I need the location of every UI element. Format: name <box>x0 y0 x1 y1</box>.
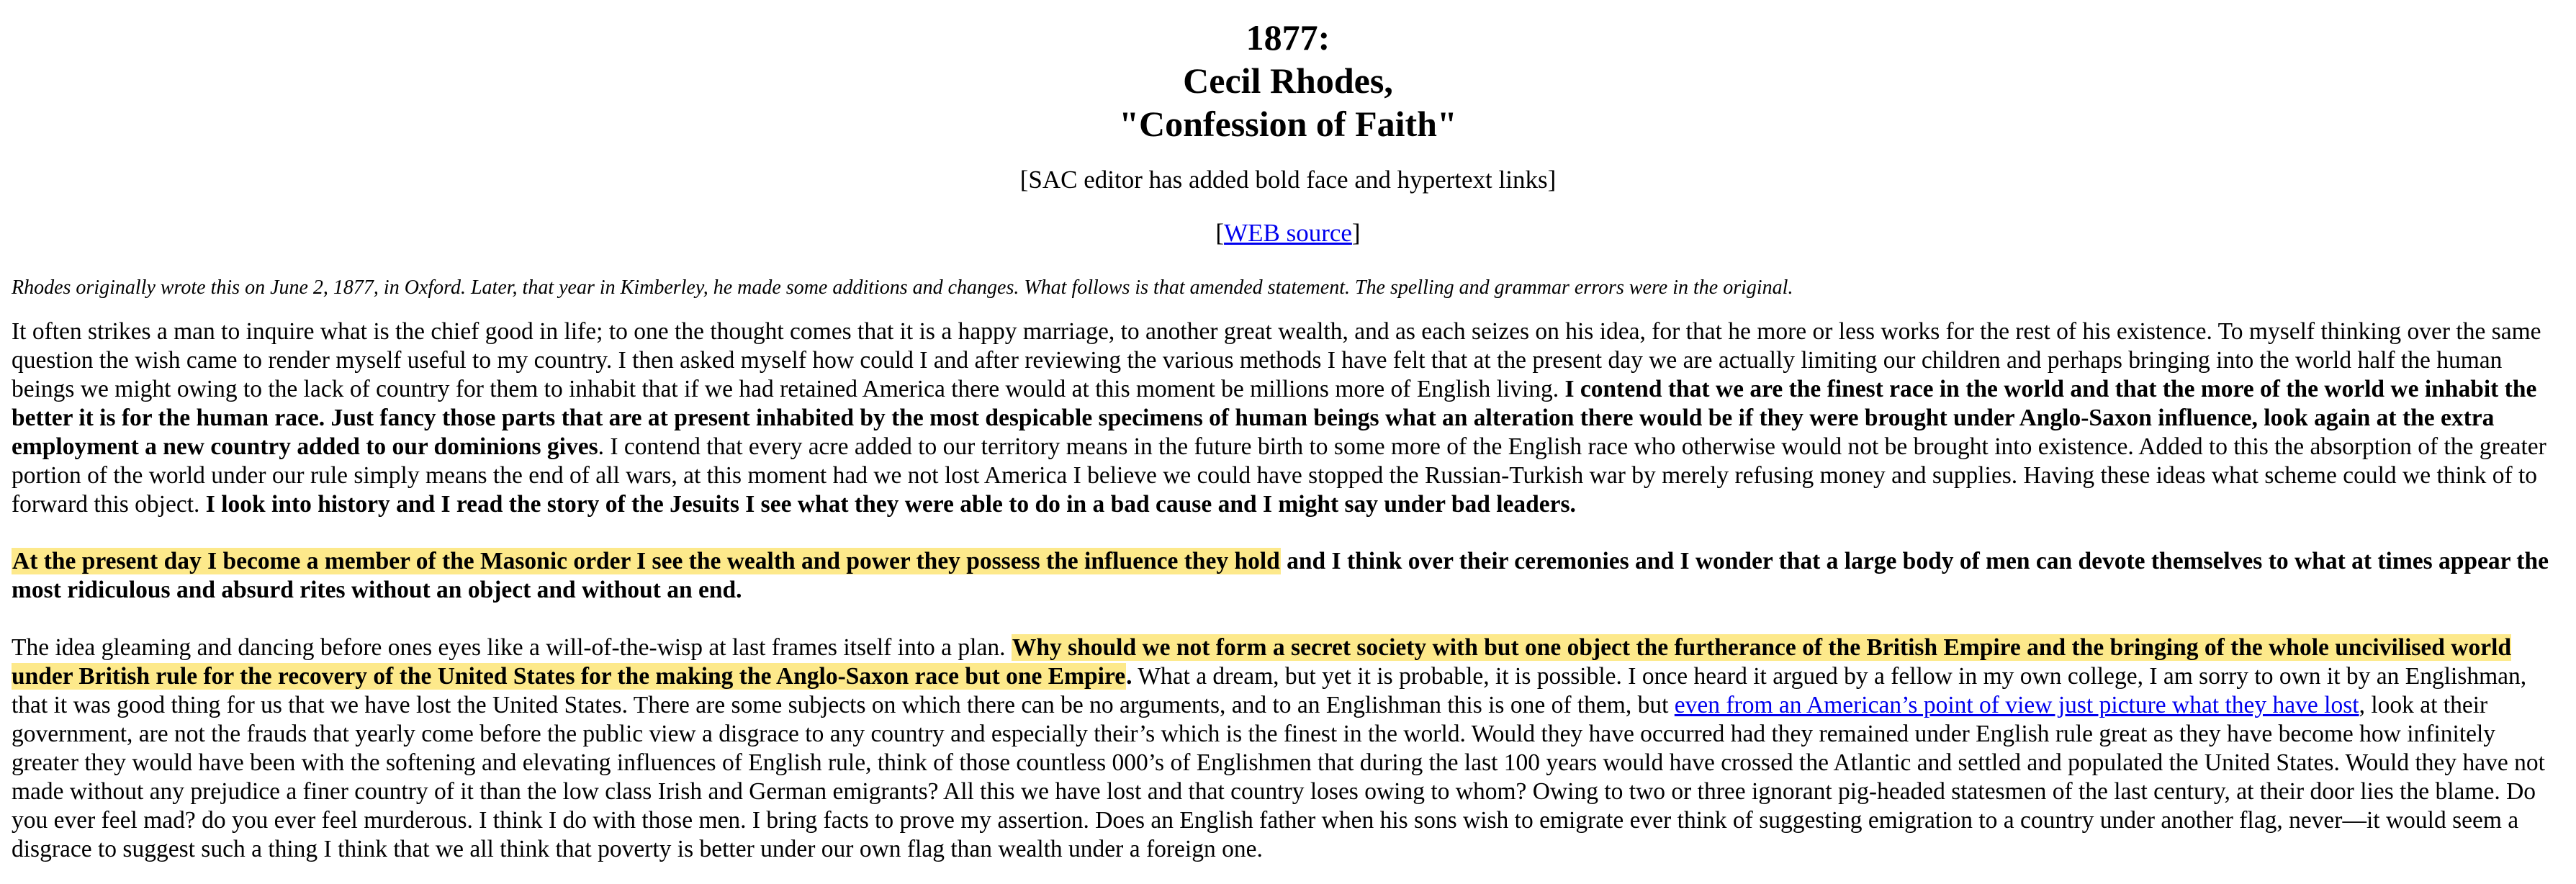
paragraph-2-highlight: At the present day I become a member of the Masonic order I see the wealth and power they possess the influence they hold <box>12 548 1280 574</box>
paragraph-3-bold-period: . <box>1126 663 1132 690</box>
paragraph-3-text-a: The idea gleaming and dancing before ones eyes like a will-of-the-wisp at last frames itself into a plan. <box>12 634 1012 661</box>
paragraph-1-text-a: It often strikes a man to inquire what is the chief good in life; to one the thought comes that it is a happy marriage, to another great wealth, and as each seizes on his idea, for that he more or less works for the rest of his existence. To myself thinking over the same question the wish came to render myself useful to my country. I then asked myself how could I and after reviewing the various methods I have felt that at the present day we are actually limiting our children and perhaps bringing into the world half the human beings we might owing to the lack of country for them to inhabit that if we had retained America there would at this moment be millions more of English living. <box>12 318 2541 402</box>
intro-note: Rhodes originally wrote this on June 2, 1877, in Oxford. Later, that year in Kimberley, he made some additions and changes. What follows is that amended statement. The spelling and grammar errors were in the original. <box>12 276 1793 299</box>
paragraph-3-text-c: , look at their government, are not the frauds that yearly come before the public view a disgrace to any country and especially their’s which is the finest in the world. Would they have occurred had they remained under English rule great as they have become how infinitely greater they would have been with the softening and elevating influences of English rule, think of those countless 000’s of Englishmen that during the last 100 years would have crossed the Atlantic and settled and populated the United States. Would they have not made without any prejudice a finer country of it than the low class Irish and German emigrants? All this we have lost and that country loses owing to whom? Owing to two or three ignorant pig-headed statesmen of the last century, at their door lies the blame. Do you ever feel mad? do you ever feel murderous. I think I do with those men. I bring facts to prove my assertion. Does an English father when his sons wish to emigrate ever think of suggesting emigration to a country under another flag, never—it would seem a disgrace to suggest such a thing I think that we all think that poverty is better under our own flag than wealth under a foreign one. <box>12 692 2545 862</box>
paragraph-3 <box>12 633 2564 864</box>
paragraph-2-bold-rest: and I think over their ceremonies and I wonder that a large body of men can devote themselves to what at times appear the most ridiculous and absurd rites without an object and without an end. <box>12 548 2549 603</box>
paragraph-2-bold <box>12 548 2549 603</box>
source-line <box>12 217 2564 249</box>
source-close-bracket: ] <box>1351 219 1361 247</box>
source-open-bracket: [ <box>1215 219 1225 247</box>
paragraph-1-bold-a: I contend that we are the finest race in the world and that the more of the world we inhabit the better it is for the human race. Just fancy those parts that are at present inhabited by the most despicable specimens of human beings what an alteration there would be if they were brought under Anglo-Saxon influence, look again at the extra employment a new country added to our dominions gives <box>12 376 2537 460</box>
paragraph-3-text-b: What a dream, but yet it is probable, it is possible. I once heard it argued by a fellow in my own college, I am sorry to own it by an Englishman, that it was good thing for us that we have lost the United States. There are some subjects on which there can be no arguments, and to an Englishman this is one of them, but <box>12 663 2527 718</box>
paragraph-1 <box>12 317 2564 519</box>
editor-note: [SAC editor has added bold face and hypertext links] <box>1019 166 1557 194</box>
title-author: Cecil Rhodes, <box>1183 60 1393 101</box>
paragraph-2 <box>12 547 2564 605</box>
web-source-link[interactable]: WEB source <box>1224 219 1352 247</box>
title-year: 1877: <box>1246 17 1330 58</box>
paragraph-1-bold-b: I look into history and I read the story of the Jesuits I see what they were able to do in a bad cause and I might say under bad leaders. <box>205 491 1576 518</box>
paragraph-3-highlight: Why should we not form a secret society with but one object the furtherance of the British Empire and the bringing of the whole uncivilised world under British rule for the recovery of the United States for the making the Anglo-Saxon race but one Empire <box>12 634 2512 690</box>
american-view-link[interactable]: even from an American’s point of view just picture what they have lost <box>1674 692 2359 718</box>
page-title <box>12 0 2564 145</box>
title-name: "Confession of Faith" <box>1119 104 1457 144</box>
paragraph-1-text-b: . I contend that every acre added to our territory means in the future birth to some more of the English race who otherwise would not be brought into existence. Added to this the absorption of the greater portion of the world under our rule simply means the end of all wars, at this moment had we not lost America I believe we could have stopped the Russian-Turkish war by merely refusing money and supplies. Having these ideas what scheme could we think of to forward this object. <box>12 433 2546 518</box>
